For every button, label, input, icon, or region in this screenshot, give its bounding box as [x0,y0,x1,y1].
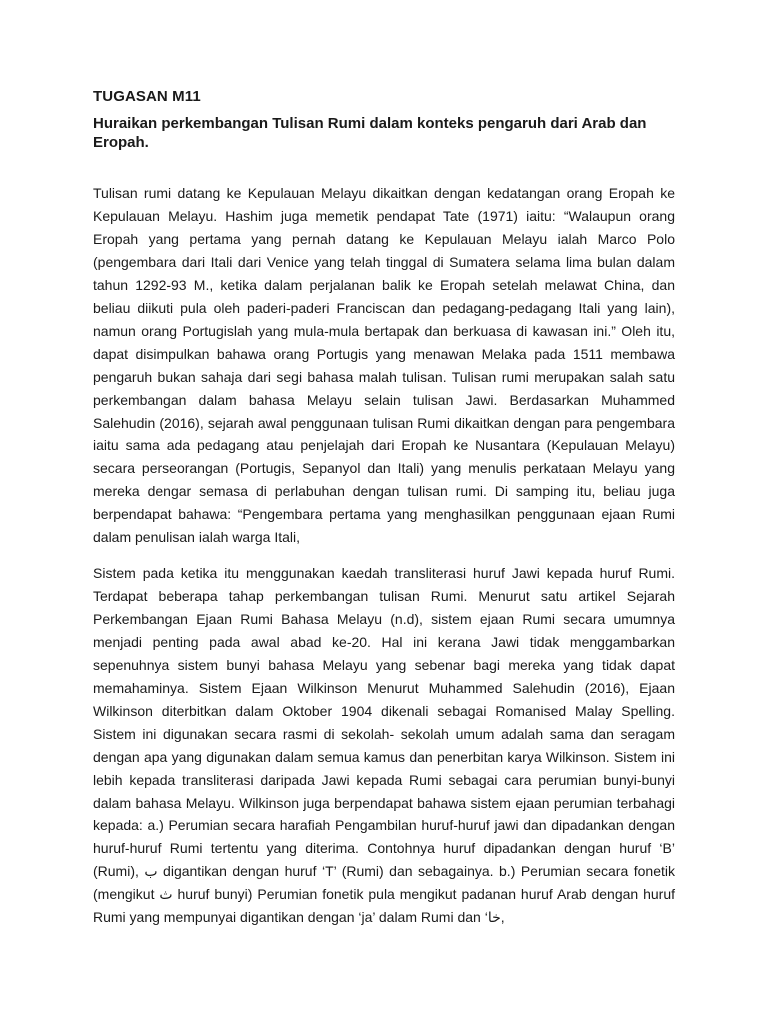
assignment-title: TUGASAN M11 [93,88,201,105]
assignment-question: Huraikan perkembangan Tulisan Rumi dalam konteks pengaruh dari Arab dan Eropah. [93,115,647,151]
body-paragraph-2: Sistem pada ketika itu menggunakan kaedah transliterasi huruf Jawi kepada huruf Rumi. Terdapat beberapa tahap perkembangan tulisan Rumi. Menurut satu artikel Sejarah Perkembangan Ejaan Rumi Bahasa Melayu (n.d), sistem ejaan Rumi secara umumnya menjadi penting pada awal abad ke-20. Hal ini kerana Jawi tidak menggambarkan sepenuhnya sistem bunyi bahasa Melayu yang sebenar bagi mereka yang tidak dapat memahaminya. Sistem Ejaan Wilkinson Menurut Muhammed Salehudin (2016), Ejaan Wilkinson diterbitkan dalam Oktober 1904 dikenali sebagai Romanised Malay Spelling. Sistem ini digunakan secara rasmi di sekolah- sekolah umum adalah sama dan seragam dengan apa yang digunakan dalam semua kamus dan penerbitan karya Wilkinson. Sistem ini lebih kepada transliterasi daripada Jawi kepada Rumi sebagai cara perumian bunyi-bunyi dalam bahasa Melayu. Wilkinson juga berpendapat bahawa sistem ejaan perumian terbahagi kepada: a.) Perumian secara harafiah Pengambilan huruf-huruf jawi dan dipadankan dengan huruf-huruf Rumi tertentu yang diterima. Contohnya huruf dipadankan dengan huruf ‘B’ (Rumi), ب digantikan dengan huruf ‘T’ (Rumi) dan sebagainya. b.) Perumian secara fonetik (mengikut ث huruf bunyi) Perumian fonetik pula mengikut padanan huruf Arab dengan huruf Rumi yang mempunyai digantikan dengan ‘ja’ dalam Rumi dan ‘خا, [93,565,676,926]
body-paragraph-1: Tulisan rumi datang ke Kepulauan Melayu dikaitkan dengan kedatangan orang Eropah ke Kepulauan Melayu. Hashim juga memetik pendapat Tate (1971) iaitu: “Walaupun orang Eropah yang pertama yang pernah datang ke Kepulauan Melayu ialah Marco Polo (pengembara dari Itali dari Venice yang telah tinggal di Sumatera selama lima bulan dalam tahun 1292-93 M., ketika dalam perjalanan balik ke Eropah setelah melawat China, dan beliau diikuti pula oleh paderi-paderi Franciscan dan pedagang-pedagang Itali yang lain), namun orang Portugislah yang mula-mula bertapak dan berkuasa di kawasan ini.” Oleh itu, dapat disimpulkan bahawa orang Portugis yang menawan Melaka pada 1511 membawa pengaruh bukan sahaja dari segi bahasa malah tulisan. Tulisan rumi merupakan salah satu perkembangan dalam bahasa Melayu selain tulisan Jawi. Berdasarkan Muhammed Salehudin (2016), sejarah awal penggunaan tulisan Rumi dikaitkan dengan para pengembara iaitu sama ada pedagang atau penjelajah dari Eropah ke Nusantara (Kepulauan Melayu) secara perseorangan (Portugis, Sepanyol dan Itali) yang menulis perkataan Melayu yang mereka dengar semasa di perlabuhan dengan tulisan rumi. Di samping itu, beliau juga berpendapat bahawa: “Pengembara pertama yang menghasilkan penggunaan ejaan Rumi dalam penulisan ialah warga Itali, [93,185,675,546]
